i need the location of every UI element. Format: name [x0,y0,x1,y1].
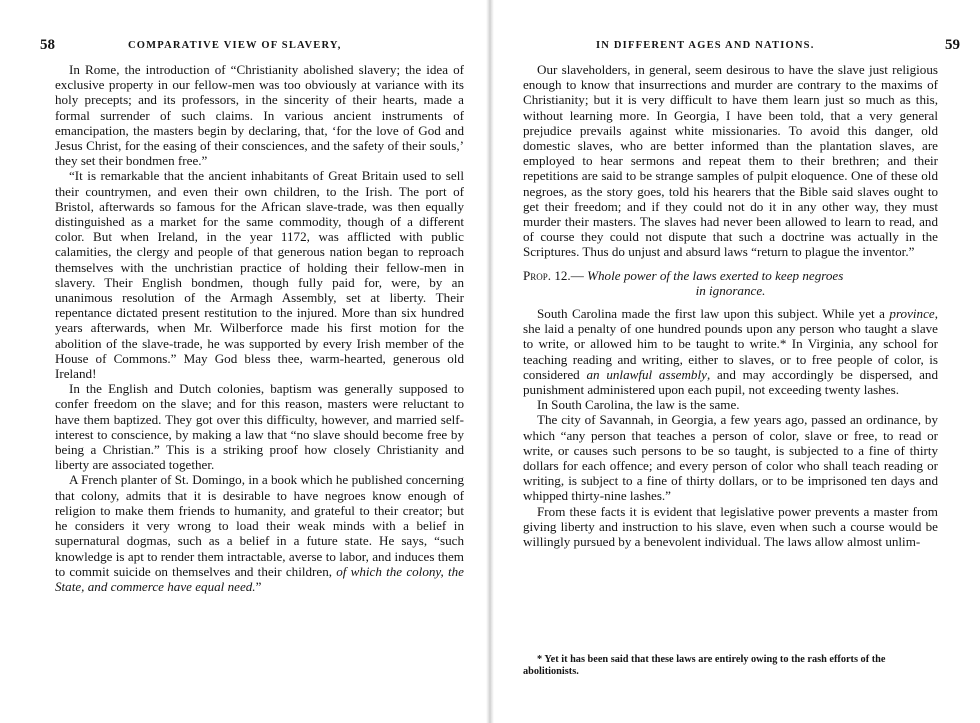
paragraph-south-carolina [523,306,938,397]
footnote [523,654,938,678]
left-page-body [55,62,464,594]
paragraph-slaveholders: Our slaveholders, in general, seem desirous to have the slave just religious enough to know that insurrections and murder are contrary to the maxims of Christianity; but it is very difficult to have them learn just so much as this, without learning more. In Georgia, I have been told, that a very general prejudice prevails against white missionaries. To avoid this danger, old domestic slaves, who are better informed than the plantation slaves, are employed to hear sermons and repeat them to their brethren; and their repetitions are said to be strange samples of pulpit eloquence. One of these old negroes, as the story goes, told his hearers that the Bible said slaves ought to get their freedom; and if they could not do it in any other way, they must murder their masters. The slaves had never been allowed to learn to read, and of course they could not dispute that such a doctrine was actually in the Scriptures. Thus do unjust and absurd laws “return to plague the inventor.” [523,62,938,260]
left-page-number: 58 [40,37,55,53]
sc-italic-unlawful-assembly: an unlawful assembly [586,366,707,382]
sc-text-a: South Carolina made the first law upon this subject. While yet a [537,306,890,322]
right-page [490,0,980,723]
st-domingo-italic: of which the colony, the State, and commerce have equal need. [55,563,464,594]
proposition-title: Whole power of the laws exerted to keep negroes [587,267,844,283]
right-page-header [528,37,960,56]
st-domingo-close: ” [255,578,262,594]
paragraph-britain: “It is remarkable that the ancient inhabitants of Great Britain used to sell their countrymen, and even their own children, to the Irish. The port of Bristol, afterwards so famous for the African slave-trade, was then equally distinguished as a market for the same commodity, though of a different color. But when Ireland, in the year 1172, was afflicted with public calamities, the clergy and people of that generous nation began to reproach themselves with the unchristian practice of holding their fellow-men in slavery. Their English bondmen, though fully paid for, were, by an unanimous resolution of the Armagh Assembly, set at liberty. Their repentance dictated present restitution to the injured. More than six hundred years afterwards, when Mr. Wilberforce made his first motion for the abolition of the slave-trade, he was supported by every Irish member of the House of Commons.” May God bless thee, warm-hearted, generous old Ireland! [55,168,464,382]
paragraph-south-carolina-law: In South Carolina, the law is the same. [537,397,740,413]
proposition-heading [523,268,938,298]
proposition-title-line-2: in ignorance. [695,282,766,298]
right-page-body [523,62,938,549]
st-domingo-text: A French planter of St. Domingo, in a book which he published concerning that colony, admits that it is desirable to have negroes know enough of religion to make them friends to humanity, and grateful to their creator; but he considers it very wrong to load their weak minds with a belief in supernatural dogmas, such as a belief in a future state. He says, “such knowledge is apt to render them intractable, averse to labor, and induces them to commit suicide on themselves and their children, [55,472,464,579]
paragraph-rome: In Rome, the introduction of “Christianity abolished slavery; the idea of exclusive property in our fellow-men was too obviously at variance with its holy precepts; and its professors, in the sincerity of their hearts, made a formal surrender of such claims. In various ancient instruments of emancipation, the masters begin by declaring, that, ‘for the love of God and Jesus Christ, for the easing of their consciences, and the safety of their souls,’ they set their bondmen free.” [55,62,464,169]
sc-italic-province: province [889,306,935,322]
sc-text-b: , she laid a penalty of one hundred pounds upon any person who taught a slave to write, or allowed him to be taught to write.* In Virginia, any school for teaching reading and writing, either to slaves, or to free people of color, is considered [523,306,938,382]
paragraph-st-domingo [55,472,464,594]
sc-text-c: , and may accordingly be dispersed, and punishment administered upon each pupil, not exceeding twenty lashes. [523,366,938,398]
paragraph-legislative-power: From these facts it is evident that legislative power prevents a master from giving liberty and instruction to his slave, even when such a course would be willingly pursued by a benevolent individual. The laws allow almost unlim- [523,503,938,550]
right-page-number: 59 [945,37,960,53]
footnote-text: * Yet it has been said that these laws are entirely owing to the rash efforts of the abolitionists. [523,654,886,677]
paragraph-colonies: In the English and Dutch colonies, baptism was generally supposed to confer freedom on the slave; and for this reason, masters were reluctant to have them baptized. They got over this difficulty, however, and married self-interest to conscience, by making a law that “no slave should become free by being a Christian.” This is a striking proof how closely Christianity and liberty are associated together. [55,381,464,473]
left-running-head: COMPARATIVE VIEW OF SLAVERY, [128,40,342,51]
proposition-label: Prop. 12.— [523,267,584,283]
left-page-header [40,37,462,56]
paragraph-savannah: The city of Savannah, in Georgia, a few years ago, passed an ordinance, by which “any person that teaches a person of color, slave or free, to read or write, or causes such persons to be so taught, is subjected to a fine of thirty dollars for each offence; and every person of color who shall teach reading or writing, is subject to a fine of thirty dollars, or to be imprisoned ten days and whipped thirty-nine lashes.” [523,412,938,504]
right-running-head: IN DIFFERENT AGES AND NATIONS. [596,40,815,51]
